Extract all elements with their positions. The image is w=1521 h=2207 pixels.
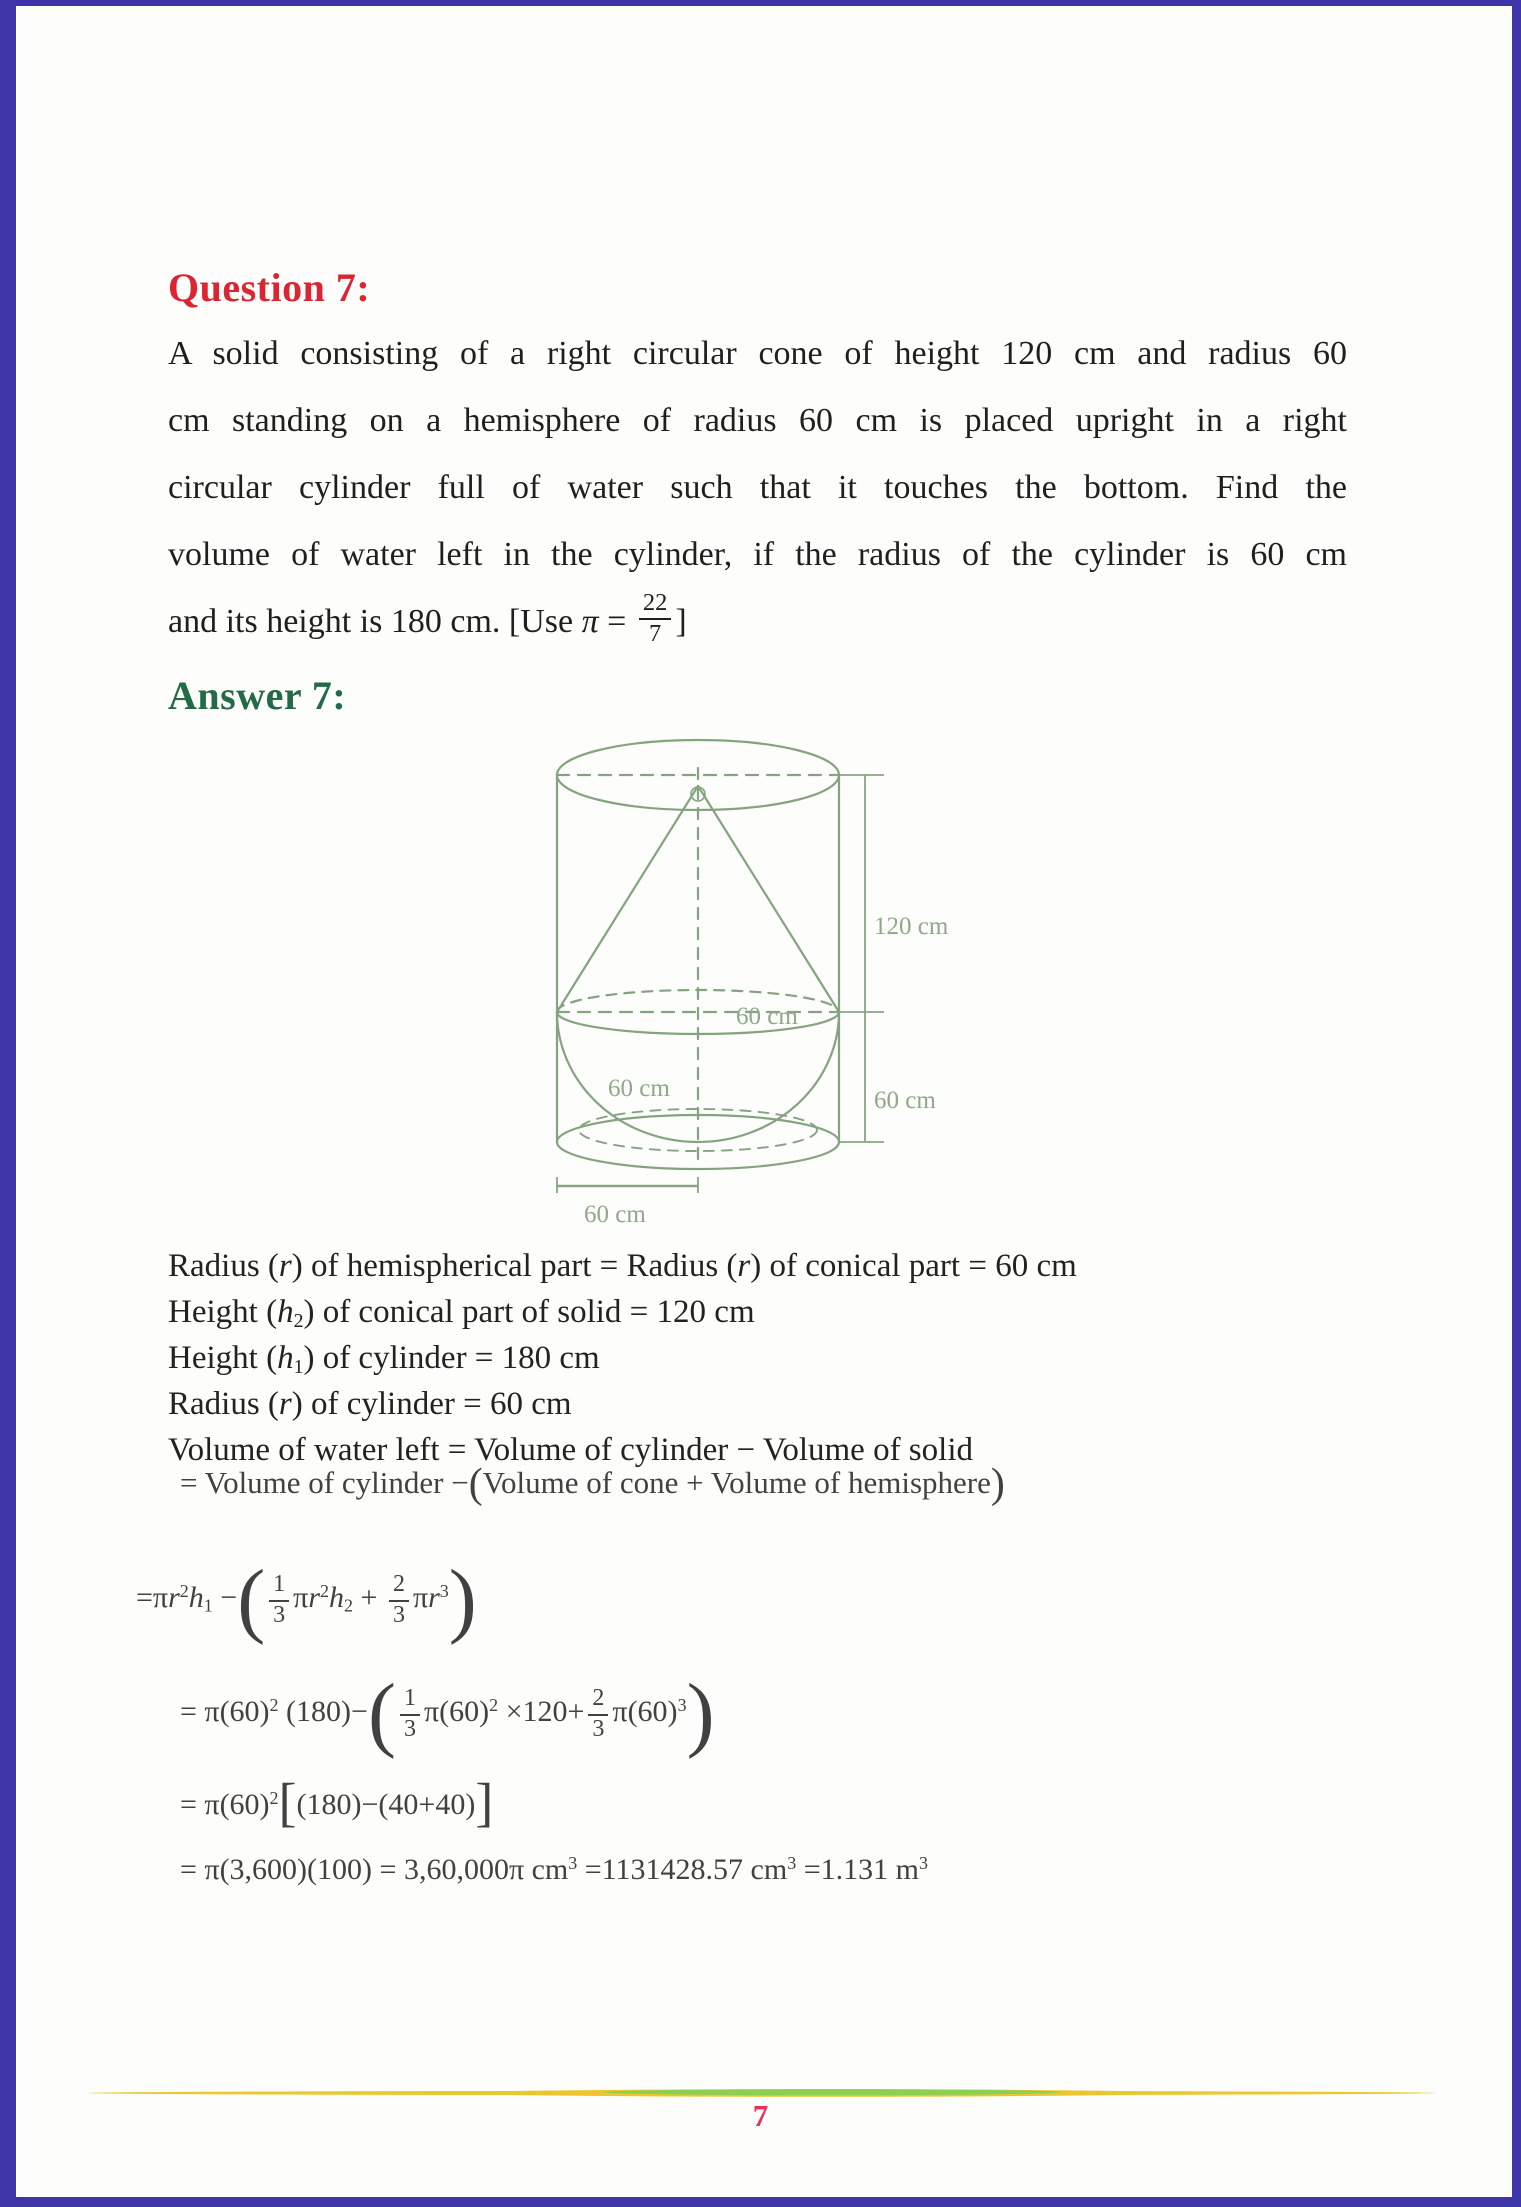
equation-symbolic: $=\pi r^2h1$ −( $\frac{1}{3}$ $\pi r^2h2$ + $\frac{2}{3}$ $\pi r^3$) (136, 1553, 477, 1646)
base-radius-label: 60 cm (584, 1201, 646, 1228)
equals-sign: = (598, 603, 635, 640)
cone-radius-label: 60 cm (736, 1003, 798, 1030)
pi-fraction-denominator: 7 (639, 618, 671, 647)
statement-cylinder-radius: Radius (r) of cylinder = 60 cm (168, 1386, 572, 1422)
dimension-lines (557, 775, 884, 1193)
diagram-svg (480, 716, 1040, 1261)
cone-right-side (698, 786, 839, 1012)
equation-volume-words: = Volume of cylinder −(Volume of cone + Volume of hemisphere) (180, 1461, 1005, 1508)
answer-heading: Answer 7: (168, 673, 347, 718)
question-heading: Question 7: (168, 265, 371, 310)
hemisphere-radius-label: 60 cm (608, 1075, 670, 1102)
cone-height-label: 120 cm (874, 913, 949, 940)
page-number: 7 (752, 2098, 769, 2133)
equation-substituted: = $\pi(60)^2$ (180)−( $\frac{1}{3}$ $\pi(60)^2 \times 120+$ $\frac{2}{3}$ $\pi(60)^3$) (180, 1667, 715, 1760)
divider-green-center (604, 2089, 1060, 2095)
statement-radius-parts: Radius (r) of hemispherical part = Radius (r) of conical part = 60 cm (168, 1248, 1077, 1284)
statement-cylinder-height: Height (h1) of cylinder = 180 cm (168, 1340, 600, 1378)
equation-result: = π(3,600)(100) = 3,60,000π $cm^3 =1131428.57$ $cm^3 =1.131$ $m^3$ (180, 1852, 928, 1886)
solid-in-cylinder-diagram (480, 716, 1040, 1261)
question-line-2: cm standing on a hemisphere of radius 60 cm is placed upright in a right (168, 402, 1347, 439)
solution-statements (168, 1243, 1077, 1473)
diagram-shapes (557, 740, 839, 1169)
pi-fraction (639, 590, 671, 646)
question-line-5-suffix: ] (675, 603, 687, 640)
statement-volume-relation: Volume of water left = Volume of cylinder − Volume of solid (168, 1432, 973, 1468)
question-line-4: volume of water left in the cylinder, if the radius of the cylinder is 60 cm (168, 536, 1347, 573)
question-line-5 (168, 588, 1347, 655)
question-line-1: A solid consisting of a right circular cone of height 120 cm and radius 60 (168, 335, 1347, 372)
statement-cone-height: Height (h2) of conical part of solid = 120 cm (168, 1294, 755, 1332)
pi-symbol: π (581, 603, 599, 640)
question-line-3: circular cylinder full of water such that it touches the bottom. Find the (168, 469, 1347, 506)
hemisphere-height-label: 60 cm (874, 1087, 936, 1114)
pi-fraction-numerator: 22 (642, 588, 668, 616)
question-text (168, 320, 1347, 655)
question-line-5-prefix: and its height is 180 cm. [Use (168, 603, 582, 640)
cone-left-side (557, 786, 698, 1012)
equation-simplified: = $\pi(60)^2[(180)-(40+40)]$ (180, 1772, 494, 1833)
